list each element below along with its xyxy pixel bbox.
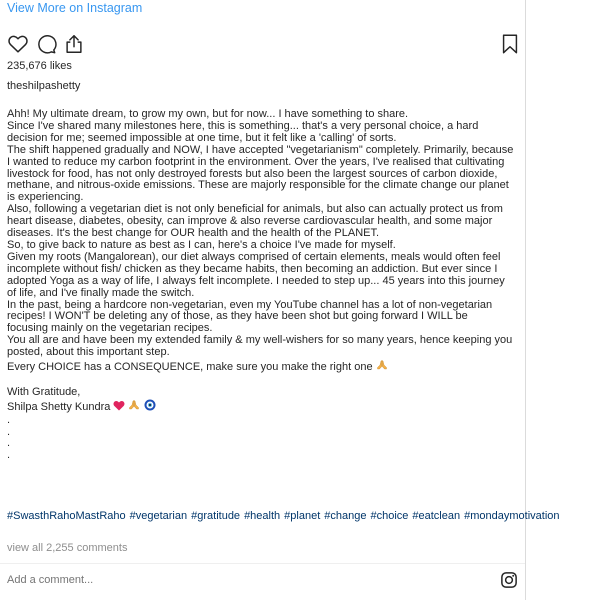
hashtag-link[interactable]: #health xyxy=(244,510,281,522)
username-link[interactable]: theshilpashetty xyxy=(7,80,81,92)
add-comment-input[interactable] xyxy=(7,574,407,586)
folded-hands-icon xyxy=(376,359,388,375)
caption-line: You all are and have been my extended family & my well-wishers for so many years, hence keeping you xyxy=(7,334,513,347)
caption-dot: . xyxy=(7,449,11,462)
hashtag-link[interactable]: #mondaymotivation xyxy=(464,510,560,522)
folded-hands-icon xyxy=(128,399,140,415)
hashtag-link[interactable]: #choice xyxy=(370,510,409,522)
caption-line: diseases. It's the best change for OUR health and the health of the PLANET. xyxy=(7,227,380,240)
evil-eye-icon xyxy=(144,399,156,415)
caption-line: Given my roots (Mangalorean), our diet always comprised of certain elements, meals would often feel xyxy=(7,250,501,263)
caption-line: heart disease, diabetes, obesity, can improve & also reverse cardiovascular health, and some major xyxy=(7,215,493,228)
caption-line: methane, and nitrous-oxide emissions. These are majorly responsible for the climate change our planet xyxy=(7,179,509,192)
caption-line: livestock for food, has not only destroyed forests but also been the largest sources of carbon dioxide, xyxy=(7,167,498,180)
hashtag-link[interactable]: #eatclean xyxy=(412,510,461,522)
heart-icon[interactable] xyxy=(7,33,29,55)
likes-count[interactable]: 235,676 likes xyxy=(7,60,72,72)
caption-dot: . xyxy=(7,437,11,450)
caption-line: Ahh! My ultimate dream, to grow my own, but for now... I have something to share. xyxy=(7,108,409,120)
red-heart-icon xyxy=(113,400,125,415)
view-more-link[interactable]: View More on Instagram xyxy=(7,1,143,15)
comment-icon[interactable] xyxy=(35,33,57,55)
bookmark-icon[interactable] xyxy=(499,33,521,55)
caption-line: adopted Yoga as a way of life, I always felt incomplete. I needed to step up... 45 years into this journey xyxy=(7,274,505,287)
share-icon[interactable] xyxy=(63,33,85,55)
caption-line: incomplete without fish/ chicken as they became habits, then becoming an addiction. But ever since I xyxy=(7,262,498,275)
signoff-line xyxy=(7,399,519,415)
caption-last-line xyxy=(7,359,519,375)
caption-dot: . xyxy=(7,425,11,438)
caption-line: recipes! I WON'T be deleting any of those, as they have been shot but going forward I WILL be xyxy=(7,310,468,323)
post-caption xyxy=(7,109,519,462)
hashtag-list xyxy=(7,510,560,523)
divider xyxy=(0,563,525,564)
caption-line: Since I've shared many milestones here, this is something... that's a very personal choice, a hard xyxy=(7,119,479,132)
caption-body xyxy=(7,109,519,375)
caption-line: of life, and I've finally made the switch. xyxy=(7,286,195,299)
caption-line: In the past, being a hardcore non-vegetarian, even my YouTube channel has a lot of non-vegetarian xyxy=(7,298,493,311)
caption-line: So, to give back to nature as best as I can, here's a choice I've made for myself. xyxy=(7,238,396,251)
action-bar xyxy=(7,33,519,55)
caption-line: focusing mainly on the vegetarian recipes. xyxy=(7,322,213,335)
hashtag-link[interactable]: #planet xyxy=(284,510,321,522)
caption-line: The shift happened gradually and NOW, I have accepted "vegetarianism" completely. Primarily, because xyxy=(7,143,514,156)
hashtag-link[interactable]: #vegetarian xyxy=(129,510,188,522)
caption-line: is experiencing. xyxy=(7,191,84,204)
caption-line: Also, following a vegetarian diet is not only beneficial for animals, but also can actually protect us from xyxy=(7,203,503,216)
caption-spacer xyxy=(7,375,519,387)
caption-line: decision for me; seemed impossible at one time, but it felt like a 'calling' of sorts. xyxy=(7,131,397,144)
signoff-name: Shilpa Shetty Kundra xyxy=(7,400,111,413)
caption-line: Every CHOICE has a CONSEQUENCE, make sure you make the right one xyxy=(7,361,373,374)
hashtag-link[interactable]: #gratitude xyxy=(191,510,241,522)
view-all-comments-link[interactable]: view all 2,255 comments xyxy=(7,542,128,554)
instagram-logo-icon[interactable] xyxy=(500,571,518,589)
signoff-gratitude: With Gratitude, xyxy=(7,385,81,398)
caption-dot: . xyxy=(7,413,11,426)
caption-line: I wanted to reduce my carbon footprint in the environment. Over the years, I've realised that cultivating xyxy=(7,155,505,168)
caption-dots xyxy=(7,415,519,463)
hashtag-link[interactable]: #change xyxy=(324,510,367,522)
caption-line: posted, about this important step. xyxy=(7,346,170,359)
hashtag-link[interactable]: #SwasthRahoMastRaho xyxy=(7,510,126,522)
